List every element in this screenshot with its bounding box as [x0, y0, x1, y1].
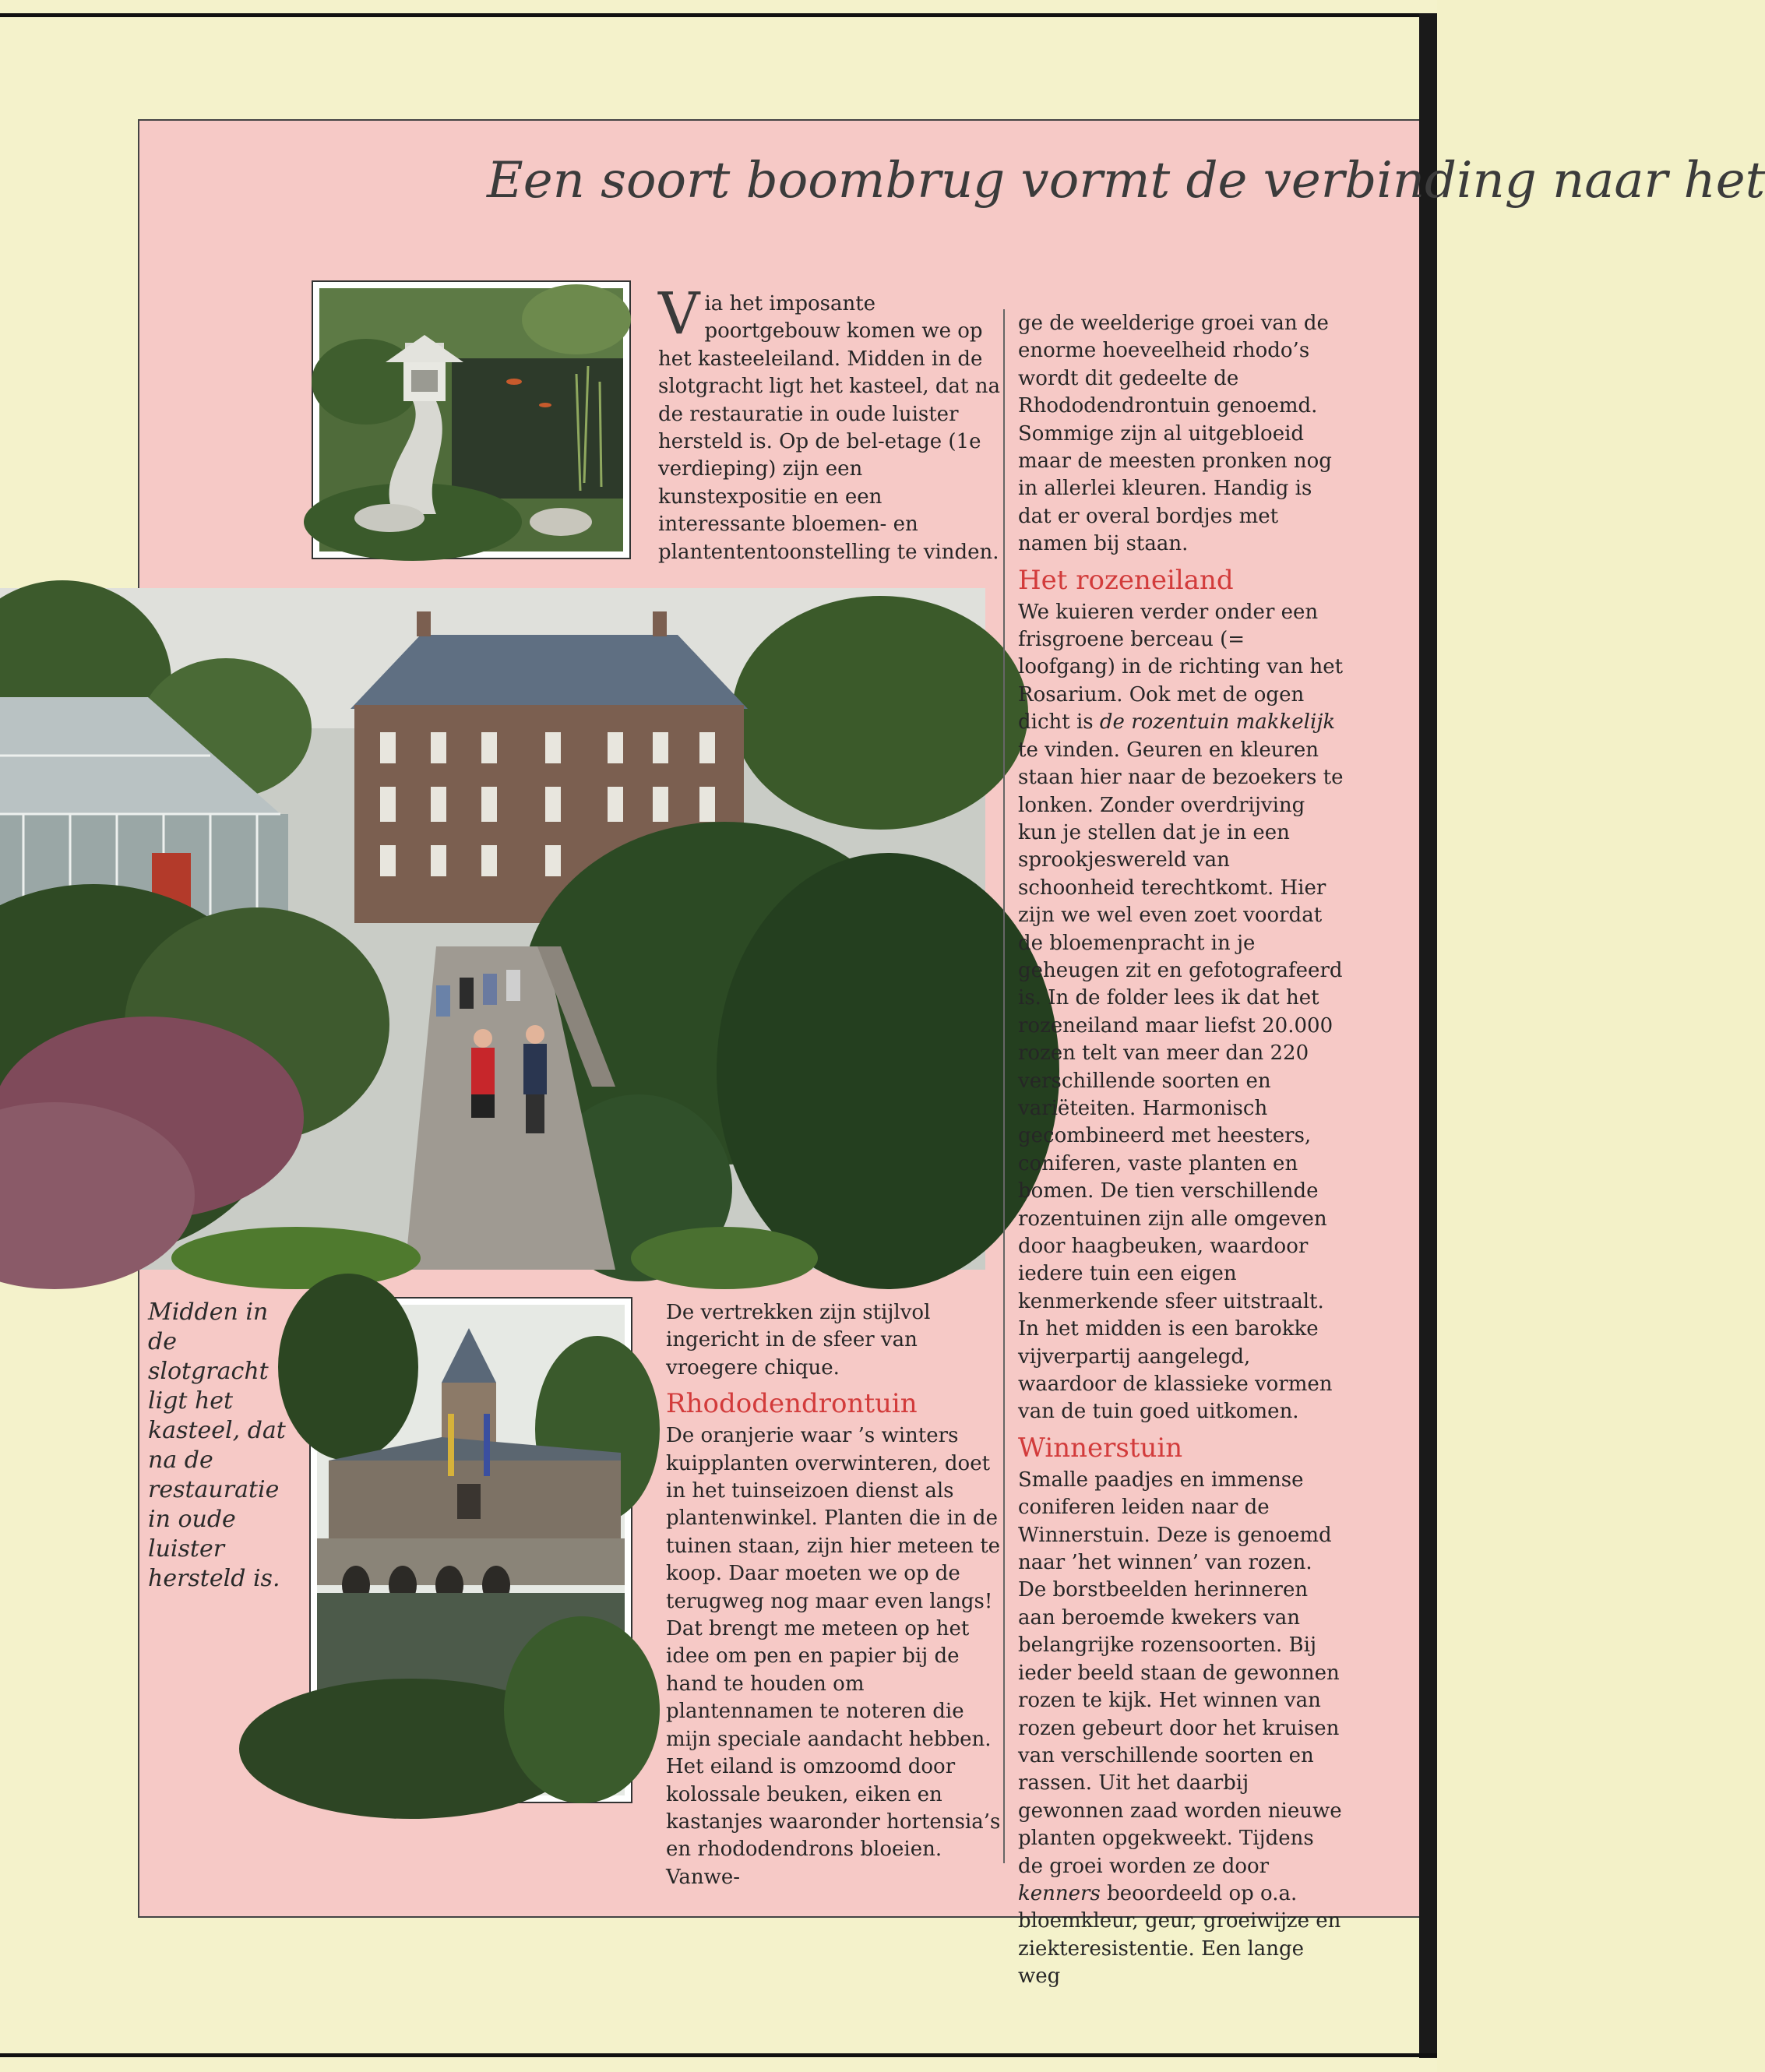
photo-caption: Midden in de slotgracht ligt het kasteel, dat na de restauratie in oude luister hersteld is.: [148, 1299, 286, 1592]
paragraph: De vertrekken zijn stijlvol ingericht in de sfeer van vroegere chique.: [666, 1301, 931, 1380]
paragraph: Smalle paadjes en immense coniferen leiden naar de Winnerstuin. Deze is genoemd naar ’het winnen’ van rozen. De borstbeelden herinneren aan beroemde kwekers van belangrijke rozensoorten. Bij ieder beeld staan de gewonnen rozen te kijk. Het winnen van rozen gebeurt door het kruisen van verschillende soorten en rassen. Uit het daarbij gewonnen zaad worden nieuwe planten opgekweekt. Tijdens de groei worden ze door kenners beoordeeld op o.a. bloemkleur, geur, groeiwijze en ziekteresistentie. Een lange weg: [1018, 1468, 1342, 1989]
page-title: Een soort boombrug vormt de verbinding naar het: [487, 152, 1765, 210]
column-2: [1018, 310, 1345, 1991]
section-heading-winnerstuin: Winnerstuin: [1018, 1432, 1183, 1464]
section-heading-rhododendrontuin: Rhododendrontuin: [666, 1388, 918, 1420]
paragraph: ge de weelderige groei van de enorme hoeveelheid rhodo’s wordt dit gedeelte de Rhododendrontuin genoemd. Sommige zijn al uitgebloeid maar de meesten pronken nog in allerlei kleuren. Handig is dat er overal bordjes met namen bij staan.: [1018, 312, 1332, 556]
lantern-photo: [312, 280, 631, 559]
castle-garden-photo: [0, 588, 985, 1270]
paragraph: De oranjerie waar ’s winters kuipplanten overwinteren, doet in het tuinseizoen dienst als plantenwinkel. Planten die in de tuinen staan, zijn hier meteen te koop. Daar moeten we op de terugweg nog maar even langs! Dat brengt me meteen op het idee om pen en papier bij de hand te houden om plantennamen te noteren die mijn speciale aandacht hebben.: [666, 1424, 1001, 1751]
paragraph: We kuieren verder onder een frisgroene berceau (= loofgang) in de richting van het Rosarium. Ook met de ogen dicht is de rozentuin makkelijk te vinden. Geuren en kleuren staan hier naar de bezoekers te lonken. Zonder overdrijving kun je stellen dat je in een sprookjeswereld van schoonheid terechtkomt. Hier zijn we wel even zoet voordat de bloemenpracht in je geheugen zit en gefotografeerd is. In de folder lees ik dat het rozeneiland maar liefst 20.000 rozen telt van meer dan 220 verschillende soorten en variëteiten. Harmonisch gecombineerd met heesters, coniferen, vaste planten en bomen. De tien verschillende rozentuinen zijn alle omgeven door haagbeuken, waardoor iedere tuin een eigen kenmerkende sfeer uitstraalt. In het midden is een barokke vijverpartij aangelegd, waardoor de klassieke vormen van de tuin goed uitkomen.: [1018, 600, 1344, 1424]
column-1-top: [658, 280, 1001, 566]
gatehouse-photo: [309, 1297, 632, 1803]
bottom-rule: [0, 2053, 1437, 2057]
drop-cap: V: [658, 280, 700, 347]
column-1-bottom: [666, 1299, 1001, 1891]
top-rule: [0, 13, 1437, 17]
column-divider: [1003, 309, 1005, 1863]
page-edge: [1419, 13, 1437, 2058]
paragraph: Het eiland is omzoomd door kolossale beuken, eiken en kastanjes waaronder hortensia’s en rhododendrons bloeien. Vanwe-: [666, 1755, 1001, 1889]
intro-paragraph: ia het imposante poortgebouw komen we op het kasteeleiland. Midden in de slotgracht ligt het kasteel, dat na de restauratie in oude luister hersteld is. Op de bel-etage (1e verdieping) zijn een kunstexpositie en een interessante bloemen- en plantententoonstelling te vinden.: [658, 292, 1000, 564]
section-heading-rozeneiland: Het rozeneiland: [1018, 564, 1234, 596]
